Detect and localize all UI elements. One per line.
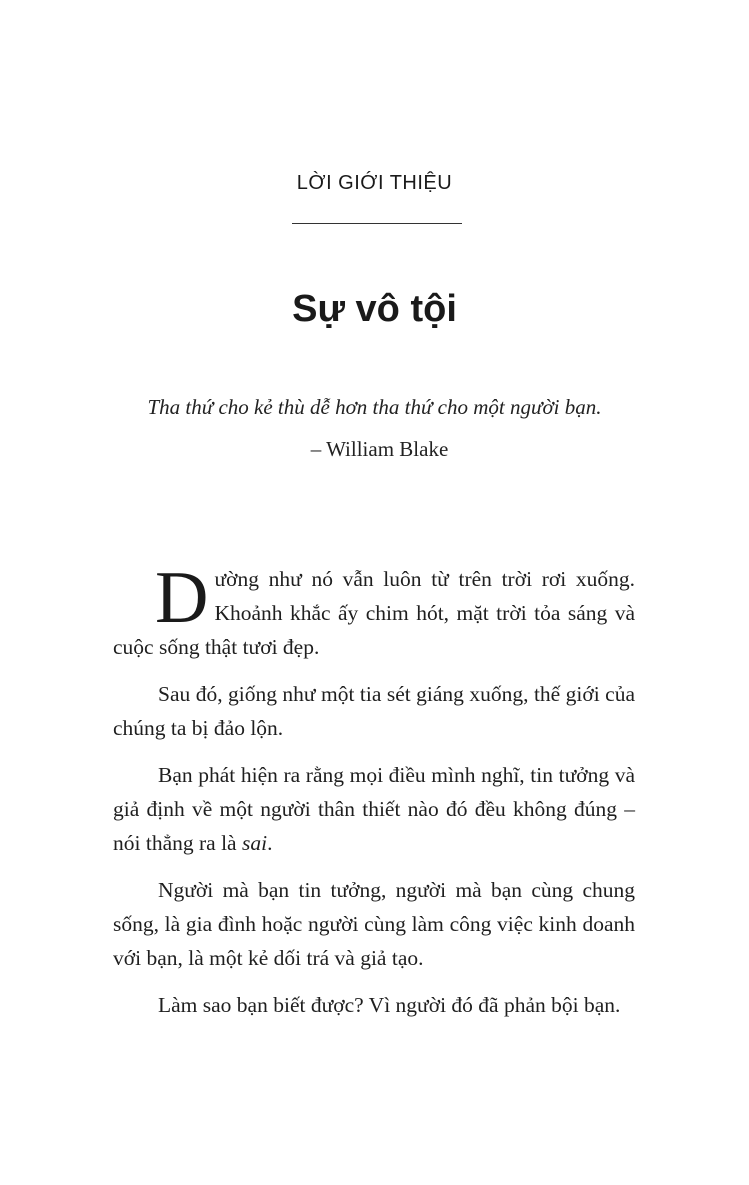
drop-cap: D (155, 557, 209, 639)
epigraph (0, 392, 749, 464)
epigraph-quote: Tha thứ cho kẻ thù dễ hơn tha thứ cho một người bạn. (147, 395, 602, 419)
paragraph-3 (113, 758, 635, 860)
section-label: LỜI GIỚI THIỆU (296, 172, 453, 194)
epigraph-author: – William Blake (310, 437, 449, 461)
paragraph-3-text: Bạn phát hiện ra rằng mọi điều mình nghĩ, tin tưởng và giả định về một người thân thiết nào đó đều không đúng – nói thẳng ra là (113, 763, 635, 855)
section-divider (292, 223, 462, 224)
paragraph-2: Sau đó, giống như một tia sét giáng xuống, thế giới của chúng ta bị đảo lộn. (113, 682, 635, 740)
paragraph-1-text: ường như nó vẫn luôn từ trên trời rơi xuống. Khoảnh khắc ấy chim hót, mặt trời tỏa sáng và cuộc sống thật tươi đẹp. (113, 567, 635, 659)
body-text (113, 557, 635, 1035)
paragraph-3-end: . (267, 831, 273, 855)
chapter-title: Sự vô tội (292, 288, 457, 330)
paragraph-3-emphasis: sai (241, 831, 268, 855)
paragraph-4: Người mà bạn tin tưởng, người mà bạn cùng chung sống, là gia đình hoặc người cùng làm công việc kinh doanh với bạn, là một kẻ dối trá và giả tạo. (113, 878, 635, 970)
paragraph-5: Làm sao bạn biết được? Vì người đó đã phản bội bạn. (158, 993, 621, 1017)
paragraph-1 (113, 557, 635, 664)
